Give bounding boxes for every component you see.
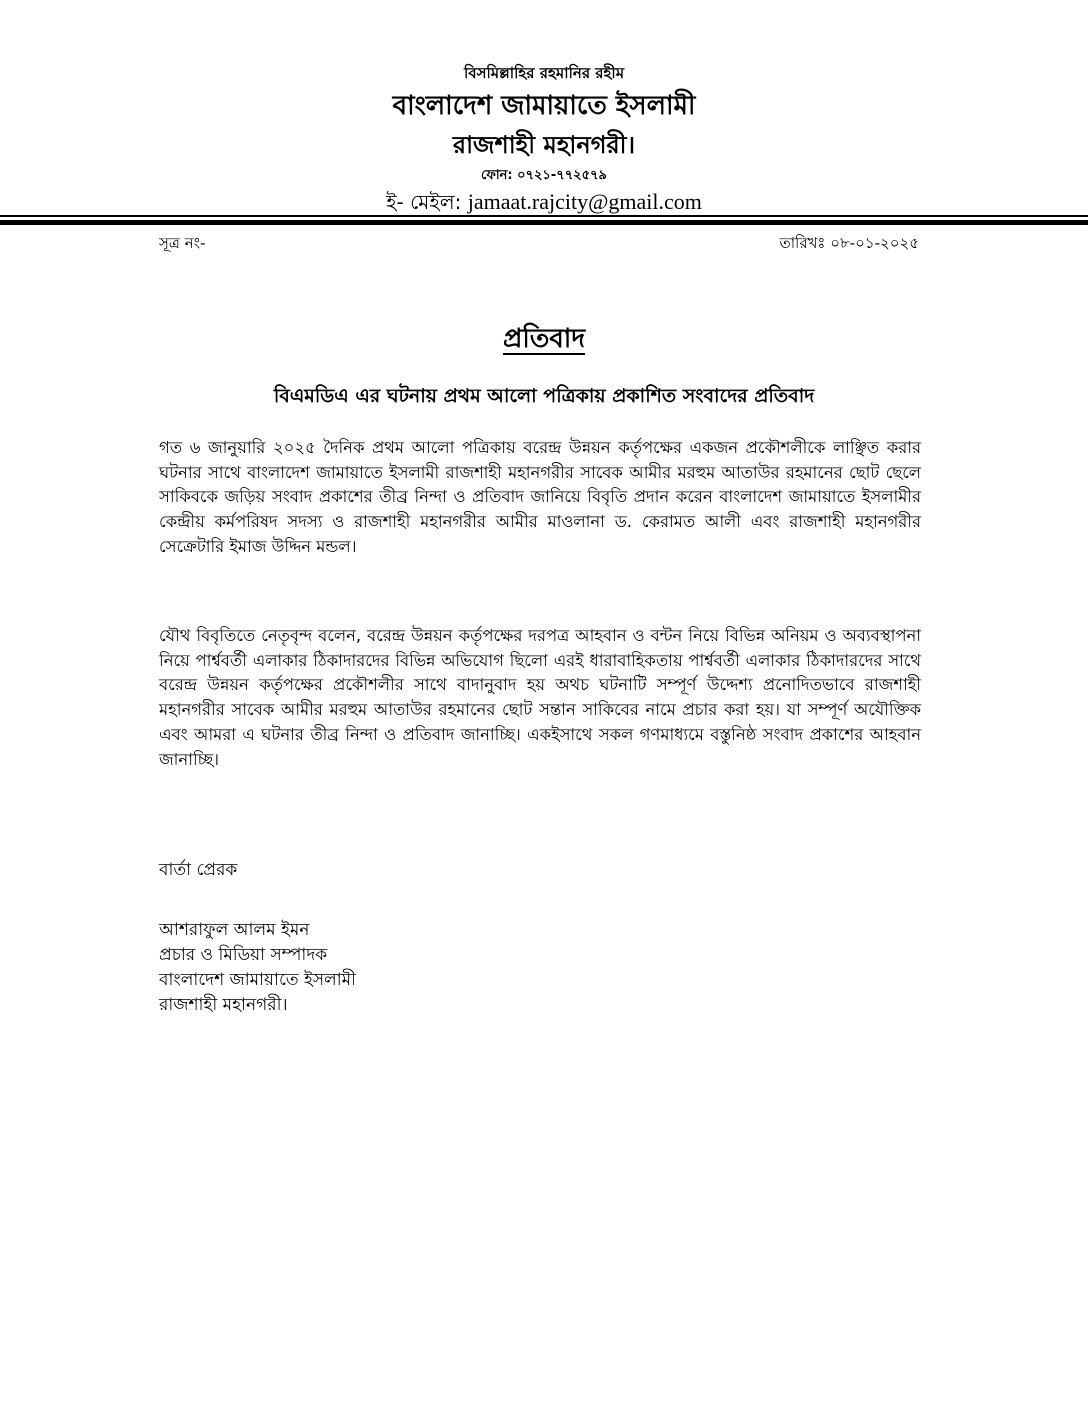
- reference-number: সূত্র নং-: [159, 234, 206, 252]
- signoff-label: বার্তা প্রেরক: [159, 860, 238, 880]
- bismillah-line: বিসমিল্লাহির রহমানির রহীম: [463, 64, 625, 82]
- header-divider-thick: [0, 220, 1088, 225]
- document-subject: বিএমডিএ এর ঘটনায় প্রথম আলো পত্রিকায় প্রকাশিত সংবাদের প্রতিবাদ: [273, 385, 815, 407]
- email-address: jamaat.rajcity@gmail.com: [467, 189, 702, 214]
- reference-row: [159, 232, 919, 256]
- document-title: প্রতিবাদ: [502, 324, 586, 354]
- letterhead: [0, 62, 1088, 216]
- body-paragraph: গত ৬ জানুয়ারি ২০২৫ দৈনিক প্রথম আলো পত্রিকায় বরেন্দ্র উন্নয়ন কর্তৃপক্ষের একজন প্রকৌশলীকে লাঞ্ছিত করার ঘটনার সাথে বাংলাদেশ জামায়াতে ইসলামী রাজশাহী মহানগরীর সাবেক আমীর মরহুম আতাউর রহমানের ছোট ছেলে সাকিবকে জড়িয় সংবাদ প্রকাশের তীব্র নিন্দা ও প্রতিবাদ জানিয়ে বিবৃতি প্রদান করেন বাংলাদেশ জামায়াতে ইসলামীর কেন্দ্রীয় কর্মপরিষদ সদস্য ও রাজশাহী মহানগরীর আমীর মাওলানা ড. কেরামত আলী এবং রাজশাহী মহানগরীর সেক্রেটারি ইমাজ উদ্দিন মন্ডল।: [159, 438, 921, 556]
- organization-city: রাজশাহী মহানগরী।: [452, 131, 636, 159]
- sender-designation: প্রচার ও মিডিয়া সম্পাদক: [159, 945, 328, 965]
- sender-name: আশরাফুল আলম ইমন: [159, 920, 310, 940]
- header-divider-thin: [0, 215, 1088, 217]
- sender-city: রাজশাহী মহানগরী।: [159, 995, 288, 1015]
- email-line: [0, 188, 1088, 216]
- signature-block: [159, 918, 356, 1018]
- body-paragraph: যৌথ বিবৃতিতে নেতৃবৃন্দ বলেন, বরেন্দ্র উন্নয়ন কর্তৃপক্ষের দরপত্র আহবান ও বন্টন নিয়ে বিভিন্ন অনিয়ম ও অব্যবস্থাপনা নিয়ে পার্শ্ববর্তী এলাকার ঠিকাদারদের বিভিন্ন অভিযোগ ছিলো এরই ধারাবাহিকতায় পার্শ্ববর্তী এলাকার ঠিকাদারদের সাথে বরেন্দ্র উন্নয়ন কর্তৃপক্ষের প্রকৌশলীর সাথে বাদানুবাদ হয় অথচ ঘটনাটি সম্পূর্ণ উদ্দেশ্য প্রনোদিতভাবে রাজশাহী মহানগরীর সাবেক আমীর মরহুম আতাউর রহমানের ছোট সন্তান সাকিবের নামে প্রচার করা হয়। যা সম্পূর্ণ অযৌক্তিক এবং আমরা এ ঘটনার তীব্র নিন্দা ও প্রতিবাদ জানাচ্ছি। একইসাথে সকল গণমাধ্যমে বস্তুনিষ্ঠ সংবাদ প্রকাশের আহবান জানাচ্ছি।: [159, 626, 921, 769]
- document-date: তারিখঃ ০৮-০১-২০২৫: [779, 234, 919, 252]
- organization-name: বাংলাদেশ জামায়াতে ইসলামী: [392, 91, 696, 121]
- phone-number: ফোন: ০৭২১-৭৭২৫৭৯: [481, 168, 607, 183]
- sender-organization: বাংলাদেশ জামায়াতে ইসলামী: [159, 970, 356, 990]
- email-label: ই- মেইল:: [386, 190, 468, 214]
